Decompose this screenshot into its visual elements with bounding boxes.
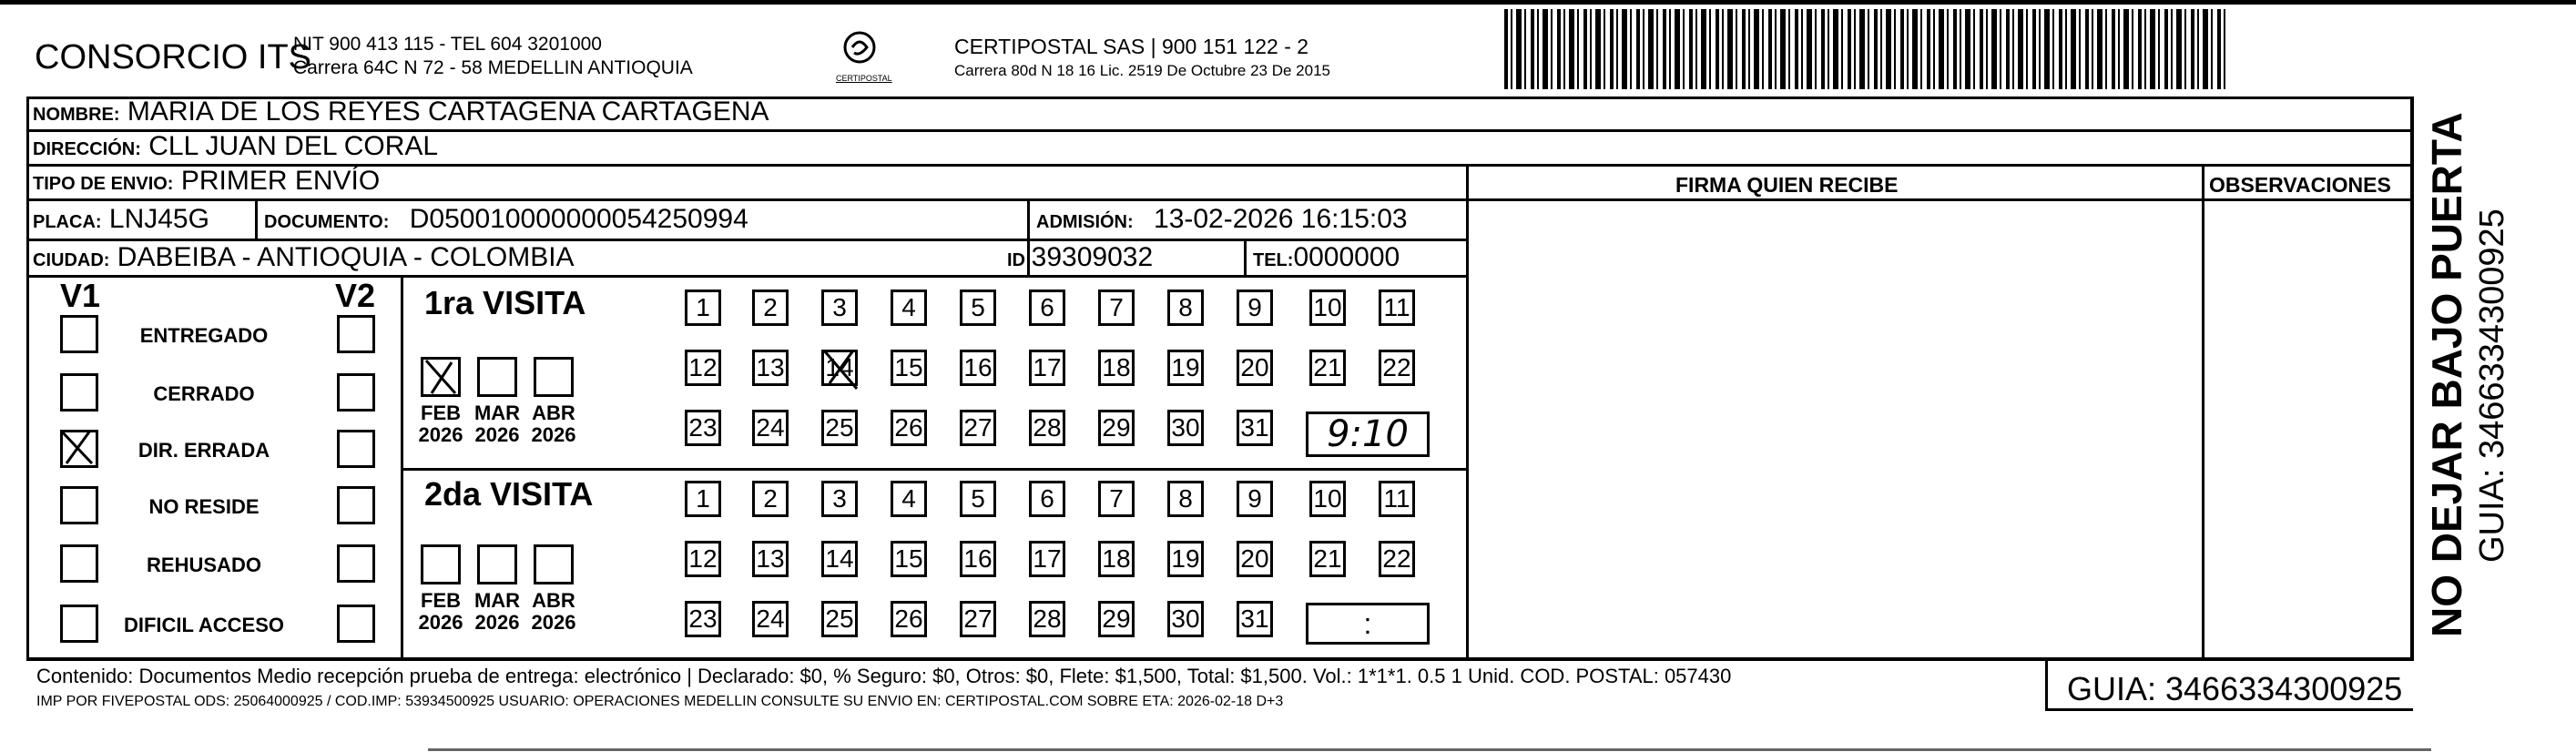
first-visit-title: 1ra VISITA	[424, 284, 586, 321]
company-name: CONSORCIO ITS	[35, 38, 312, 76]
form-box	[26, 97, 2413, 661]
second-visit-day-28[interactable]: 28	[1029, 601, 1065, 637]
second-visit-day-2[interactable]: 2	[752, 481, 789, 517]
footer-divider	[2045, 657, 2048, 708]
observaciones-header: OBSERVACIONES	[2209, 173, 2391, 197]
second-visit-day-6[interactable]: 6	[1029, 481, 1065, 517]
tipo-value: PRIMER ENVÍO	[180, 166, 381, 196]
side-guia: GUIA: 3466334300925	[2473, 208, 2511, 563]
second-visit-day-26[interactable]: 26	[891, 601, 927, 637]
second-visit-day-9[interactable]: 9	[1237, 481, 1273, 517]
first-visit-day-14[interactable]: 14	[821, 350, 858, 386]
second-visit-day-17[interactable]: 17	[1029, 541, 1065, 577]
status-label-entregado: ENTREGADO	[139, 324, 269, 347]
direccion-row	[33, 131, 438, 162]
first-visit-month-box-feb[interactable]	[421, 357, 461, 397]
check-mark-icon	[421, 357, 461, 397]
first-visit-day-28[interactable]: 28	[1029, 410, 1065, 446]
id-cell	[1007, 242, 1153, 273]
first-visit-day-4[interactable]: 4	[891, 290, 927, 326]
col-line	[1466, 164, 1469, 659]
first-visit-day-1[interactable]: 1	[685, 290, 721, 326]
v2-header: V2	[335, 277, 376, 314]
second-visit-day-3[interactable]: 3	[821, 481, 858, 517]
v1-checkbox-no-reside[interactable]	[60, 486, 98, 524]
status-label-no-reside: NO RESIDE	[148, 495, 260, 518]
second-visit-title: 2da VISITA	[424, 475, 594, 513]
nombre-label: NOMBRE:	[33, 105, 120, 125]
first-visit-day-19[interactable]: 19	[1167, 350, 1204, 386]
placa-cell	[33, 204, 209, 235]
second-visit-day-20[interactable]: 20	[1237, 541, 1273, 577]
v2-checkbox-dir-errada[interactable]	[337, 430, 375, 468]
nombre-value: MARIA DE LOS REYES CARTAGENA CARTAGENA	[127, 97, 769, 127]
logo-caption: CERTIPOSTAL	[836, 74, 892, 83]
footer-line-2: IMP POR FIVEPOSTAL ODS: 25064000925 / COD.IMP: 53934500925 USUARIO: OPERACIONES MEDELLIN CONSULTE SU ENVIO EN: CERTIPOSTAL.COM SOBRE ETA: 2026-02-18 D+3	[36, 694, 1284, 709]
nombre-row	[33, 97, 769, 127]
col-line	[1244, 239, 1247, 277]
carrier-line-1: CERTIPOSTAL SAS | 900 151 122 - 2	[954, 35, 1309, 58]
second-visit-day-14[interactable]: 14	[821, 541, 858, 577]
v1-checkbox-cerrado[interactable]	[60, 373, 98, 412]
v1-checkbox-entregado[interactable]	[60, 315, 98, 353]
admision-cell	[1036, 204, 1408, 235]
status-label-dir-errada: DIR. ERRADA	[137, 439, 270, 462]
first-visit-month-label-feb: FEB 2026	[418, 401, 463, 446]
documento-label: DOCUMENTO:	[264, 212, 390, 232]
first-visit-day-20[interactable]: 20	[1237, 350, 1273, 386]
documento-cell	[264, 204, 748, 235]
second-visit-day-18[interactable]: 18	[1098, 541, 1135, 577]
placa-label: PLACA:	[33, 212, 102, 232]
first-visit-day-9[interactable]: 9	[1237, 290, 1273, 326]
second-visit-day-5[interactable]: 5	[960, 481, 996, 517]
second-visit-day-30[interactable]: 30	[1167, 601, 1204, 637]
tipo-label: TIPO DE ENVIO:	[33, 174, 174, 194]
second-visit-day-13[interactable]: 13	[752, 541, 789, 577]
barcode	[1504, 9, 2229, 89]
second-visit-month-label-feb: FEB 2026	[418, 589, 463, 634]
ciudad-value: DABEIBA - ANTIOQUIA - COLOMBIA	[117, 242, 575, 272]
v1-checkbox-dir-errada[interactable]	[60, 430, 98, 468]
row-line	[26, 239, 1469, 241]
v1-checkbox-dificil-acceso[interactable]	[60, 605, 98, 643]
v1-checkbox-rehusado[interactable]	[60, 544, 98, 583]
first-visit-time-value: 9:10	[1327, 413, 1409, 455]
first-visit-day-29[interactable]: 29	[1098, 410, 1135, 446]
second-visit-month-label-mar: MAR 2026	[473, 589, 521, 634]
visit-divider	[401, 468, 1469, 471]
footer-guia: GUIA: 3466334300925	[2067, 670, 2403, 707]
v2-checkbox-rehusado[interactable]	[337, 544, 375, 583]
first-visit-day-18[interactable]: 18	[1098, 350, 1135, 386]
second-visit-day-16[interactable]: 16	[960, 541, 996, 577]
check-mark-icon	[820, 347, 860, 392]
footer-line-1: Contenido: Documentos Medio recepción prueba de entrega: electrónico | Declarado: $0, % Seguro: $0, Otros: $0, Flete: $1,500, Total: $1,500. Vol.: 1*1*1. 0.5 1 Unid. COD. POSTAL: 057430	[36, 665, 1732, 687]
id-value: 39309032	[1031, 242, 1154, 272]
second-visit-day-11[interactable]: 11	[1379, 481, 1415, 517]
row-line	[26, 164, 2413, 167]
col-line	[401, 275, 403, 657]
first-visit-day-25[interactable]: 25	[821, 410, 858, 446]
first-visit-day-3[interactable]: 3	[821, 290, 858, 326]
second-visit-time	[1306, 603, 1430, 645]
first-visit-month-label-abr: ABR 2026	[531, 401, 576, 446]
status-label-cerrado: CERRADO	[153, 382, 255, 405]
second-visit-day-27[interactable]: 27	[960, 601, 996, 637]
first-visit-day-7[interactable]: 7	[1098, 290, 1135, 326]
placa-value: LNJ45G	[108, 204, 209, 234]
direccion-value: CLL JUAN DEL CORAL	[148, 131, 439, 161]
second-visit-month-label-abr: ABR 2026	[531, 589, 576, 634]
status-label-dificil-acceso: DIFICIL ACCESO	[123, 614, 284, 636]
second-visit-month-box-feb[interactable]	[421, 544, 461, 584]
col-line	[2411, 97, 2414, 661]
first-visit-day-12[interactable]: 12	[685, 350, 721, 386]
second-visit-day-12[interactable]: 12	[685, 541, 721, 577]
id-label: ID:	[1007, 250, 1032, 270]
second-visit-time-value: :	[1363, 606, 1372, 640]
tipo-row	[33, 166, 380, 197]
tel-cell	[1253, 242, 1400, 273]
first-visit-day-23[interactable]: 23	[685, 410, 721, 446]
first-visit-month-box-mar[interactable]	[477, 357, 517, 397]
second-visit-day-8[interactable]: 8	[1167, 481, 1204, 517]
second-visit-day-24[interactable]: 24	[752, 601, 789, 637]
row-line	[26, 275, 1469, 278]
second-visit-day-1[interactable]: 1	[685, 481, 721, 517]
first-visit-day-31[interactable]: 31	[1237, 410, 1273, 446]
second-visit-month-box-mar[interactable]	[477, 544, 517, 584]
second-visit-day-31[interactable]: 31	[1237, 601, 1273, 637]
first-visit-time	[1306, 412, 1430, 457]
carrier-line-2: Carrera 80d N 18 16 Lic. 2519 De Octubre 23 De 2015	[954, 62, 1330, 79]
company-line-2: Carrera 64C N 72 - 58 MEDELLIN ANTIOQUIA	[293, 57, 693, 78]
second-visit-month-box-abr[interactable]	[534, 544, 574, 584]
second-visit-day-23[interactable]: 23	[685, 601, 721, 637]
first-visit-day-8[interactable]: 8	[1167, 290, 1204, 326]
v2-checkbox-no-reside[interactable]	[337, 486, 375, 524]
first-visit-day-13[interactable]: 13	[752, 350, 789, 386]
v1-header: V1	[60, 277, 101, 314]
first-visit-day-26[interactable]: 26	[891, 410, 927, 446]
second-visit-day-10[interactable]: 10	[1309, 481, 1346, 517]
first-visit-day-27[interactable]: 27	[960, 410, 996, 446]
second-visit-day-7[interactable]: 7	[1098, 481, 1135, 517]
col-line	[255, 198, 258, 240]
ciudad-cell	[33, 242, 575, 273]
ciudad-label: CIUDAD:	[33, 250, 110, 270]
col-line	[2202, 164, 2204, 659]
tel-label: TEL:	[1253, 250, 1294, 270]
first-visit-day-10[interactable]: 10	[1309, 290, 1346, 326]
v2-checkbox-entregado[interactable]	[337, 315, 375, 353]
footer-bottom	[2045, 708, 2413, 711]
second-visit-day-25[interactable]: 25	[821, 601, 858, 637]
tel-value: 0000000	[1293, 242, 1400, 272]
first-visit-day-2[interactable]: 2	[752, 290, 789, 326]
documento-value: D050010000000054250994	[409, 204, 748, 234]
first-visit-day-11[interactable]: 11	[1379, 290, 1415, 326]
first-visit-day-24[interactable]: 24	[752, 410, 789, 446]
first-visit-day-6[interactable]: 6	[1029, 290, 1065, 326]
first-visit-day-16[interactable]: 16	[960, 350, 996, 386]
top-border	[0, 0, 2576, 5]
second-visit-day-19[interactable]: 19	[1167, 541, 1204, 577]
footer-line	[26, 657, 2413, 660]
first-visit-month-box-abr[interactable]	[534, 357, 574, 397]
direccion-label: DIRECCIÓN:	[33, 139, 141, 159]
check-mark-icon	[57, 427, 96, 465]
first-visit-month-label-mar: MAR 2026	[473, 401, 521, 446]
company-line-1: NIT 900 413 115 - TEL 604 3201000	[293, 34, 602, 55]
second-visit-day-21[interactable]: 21	[1309, 541, 1346, 577]
first-visit-day-5[interactable]: 5	[960, 290, 996, 326]
logo-icon	[836, 29, 883, 69]
certipostal-logo	[836, 29, 892, 84]
side-no-dejar: NO DEJAR BAJO PUERTA	[2423, 112, 2470, 637]
first-visit-day-30[interactable]: 30	[1167, 410, 1204, 446]
second-visit-day-29[interactable]: 29	[1098, 601, 1135, 637]
second-visit-day-4[interactable]: 4	[891, 481, 927, 517]
firma-header: FIRMA QUIEN RECIBE	[1675, 173, 1899, 197]
first-visit-day-21[interactable]: 21	[1309, 350, 1346, 386]
row-line	[26, 198, 2413, 201]
admision-label: ADMISIÓN:	[1036, 212, 1134, 232]
second-visit-day-15[interactable]: 15	[891, 541, 927, 577]
v2-checkbox-cerrado[interactable]	[337, 373, 375, 412]
first-visit-day-15[interactable]: 15	[891, 350, 927, 386]
bottom-scan-line	[428, 748, 2431, 751]
status-label-rehusado: REHUSADO	[147, 554, 261, 576]
second-visit-day-22[interactable]: 22	[1379, 541, 1415, 577]
admision-value: 13-02-2026 16:15:03	[1154, 204, 1408, 234]
v2-checkbox-dificil-acceso[interactable]	[337, 605, 375, 643]
first-visit-day-17[interactable]: 17	[1029, 350, 1065, 386]
first-visit-day-22[interactable]: 22	[1379, 350, 1415, 386]
